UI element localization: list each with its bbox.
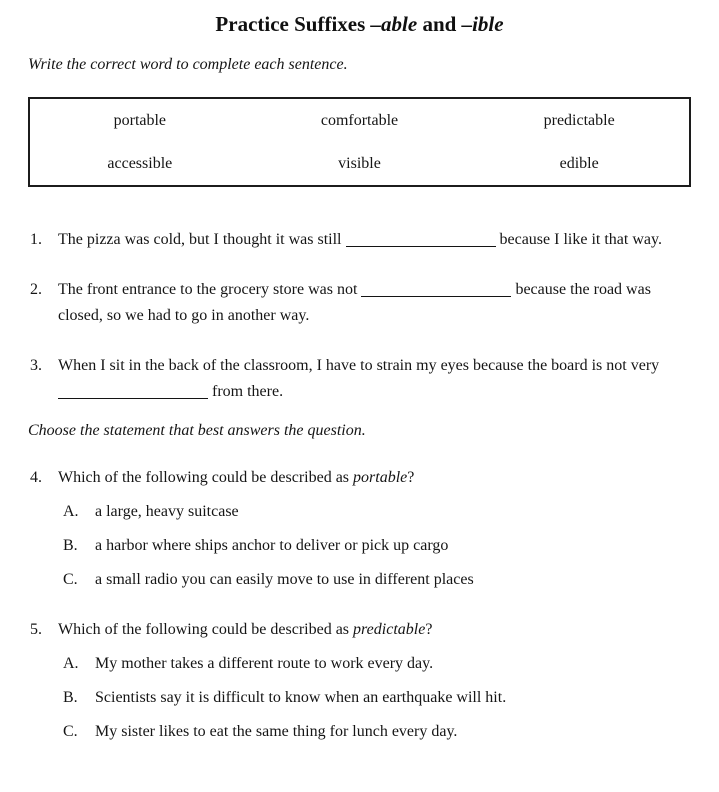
question-2-number: 2.: [30, 281, 42, 298]
question-5-choice-a-text: My mother takes a different route to work every day.: [95, 655, 434, 672]
question-4-choice-a-text: a large, heavy suitcase: [95, 503, 239, 520]
question-3-after-blank: from there.: [208, 383, 284, 400]
question-5-stem: [58, 617, 691, 643]
question-1-answer-blank: [346, 245, 496, 247]
question-4: [30, 465, 691, 593]
question-4-stem-prefix: Which of the following could be described as: [58, 469, 354, 486]
word-bank-word-comfortable: comfortable: [320, 111, 399, 129]
title-suffix-ible: –ible: [461, 12, 504, 36]
question-5-choice-a: [63, 651, 691, 677]
question-4-number: 4.: [30, 469, 42, 486]
question-1-text: [58, 227, 691, 253]
question-4-text: [58, 465, 691, 593]
question-3: [30, 353, 691, 405]
question-4-choice-c-letter: C.: [63, 571, 78, 588]
question-5-choice-a-letter: A.: [63, 655, 79, 672]
title-and: and: [417, 12, 462, 36]
question-5: [30, 617, 691, 745]
question-4-choice-c-text: a small radio you can easily move to use in different places: [95, 571, 474, 588]
question-5-choice-c-text: My sister likes to eat the same thing for lunch every day.: [95, 723, 458, 740]
question-2-answer-blank: [361, 295, 511, 297]
word-bank-word-portable: portable: [113, 111, 167, 129]
question-1-after-blank: because I like it that way.: [495, 231, 662, 248]
question-1-before-blank: The pizza was cold, but I thought it was still: [58, 231, 346, 248]
word-bank-word-predictable: predictable: [543, 111, 615, 129]
title-prefix: Practice Suffixes: [215, 12, 371, 36]
question-3-number: 3.: [30, 357, 42, 374]
question-2-text: [58, 277, 691, 329]
word-bank-word-edible: edible: [559, 154, 599, 172]
question-4-keyword: portable: [353, 469, 408, 486]
question-5-stem-prefix: Which of the following could be described as: [58, 621, 354, 638]
question-2-before-blank: The front entrance to the grocery store was not: [58, 281, 362, 298]
question-1: [30, 227, 691, 253]
question-5-choice-c: [63, 719, 691, 745]
word-bank: [28, 97, 691, 187]
question-4-stem: [58, 465, 691, 491]
question-2-after-blank: because the road was closed, so we had to go in another way.: [58, 281, 651, 324]
question-1-number: 1.: [30, 231, 42, 248]
instruction-choose: Choose the statement that best answers the question.: [28, 422, 366, 439]
question-5-choice-c-letter: C.: [63, 723, 78, 740]
question-5-choice-b: [63, 685, 691, 711]
question-5-number: 5.: [30, 621, 42, 638]
question-4-stem-suffix: ?: [407, 469, 415, 486]
question-3-text: [58, 353, 691, 405]
question-4-choice-c: [63, 567, 691, 593]
question-4-choice-b: [63, 533, 691, 559]
question-3-answer-blank: [58, 397, 208, 399]
word-bank-word-accessible: accessible: [107, 154, 173, 172]
word-bank-word-visible: visible: [338, 154, 381, 172]
question-4-choice-a: [63, 499, 691, 525]
instruction-fill-in: Write the correct word to complete each sentence.: [28, 56, 348, 73]
title-suffix-able: –able: [370, 12, 418, 36]
question-4-choice-a-letter: A.: [63, 503, 79, 520]
question-2: [30, 277, 691, 329]
page-title: [0, 11, 719, 37]
question-5-text: [58, 617, 691, 745]
question-3-before-blank: When I sit in the back of the classroom, I have to strain my eyes because the board is not very: [58, 357, 660, 374]
question-5-choice-b-text: Scientists say it is difficult to know when an earthquake will hit.: [95, 689, 507, 706]
question-4-choice-b-letter: B.: [63, 537, 78, 554]
question-5-stem-suffix: ?: [425, 621, 433, 638]
question-5-choice-b-letter: B.: [63, 689, 78, 706]
question-4-choice-b-text: a harbor where ships anchor to deliver or pick up cargo: [95, 537, 449, 554]
question-5-keyword: predictable: [353, 621, 426, 638]
